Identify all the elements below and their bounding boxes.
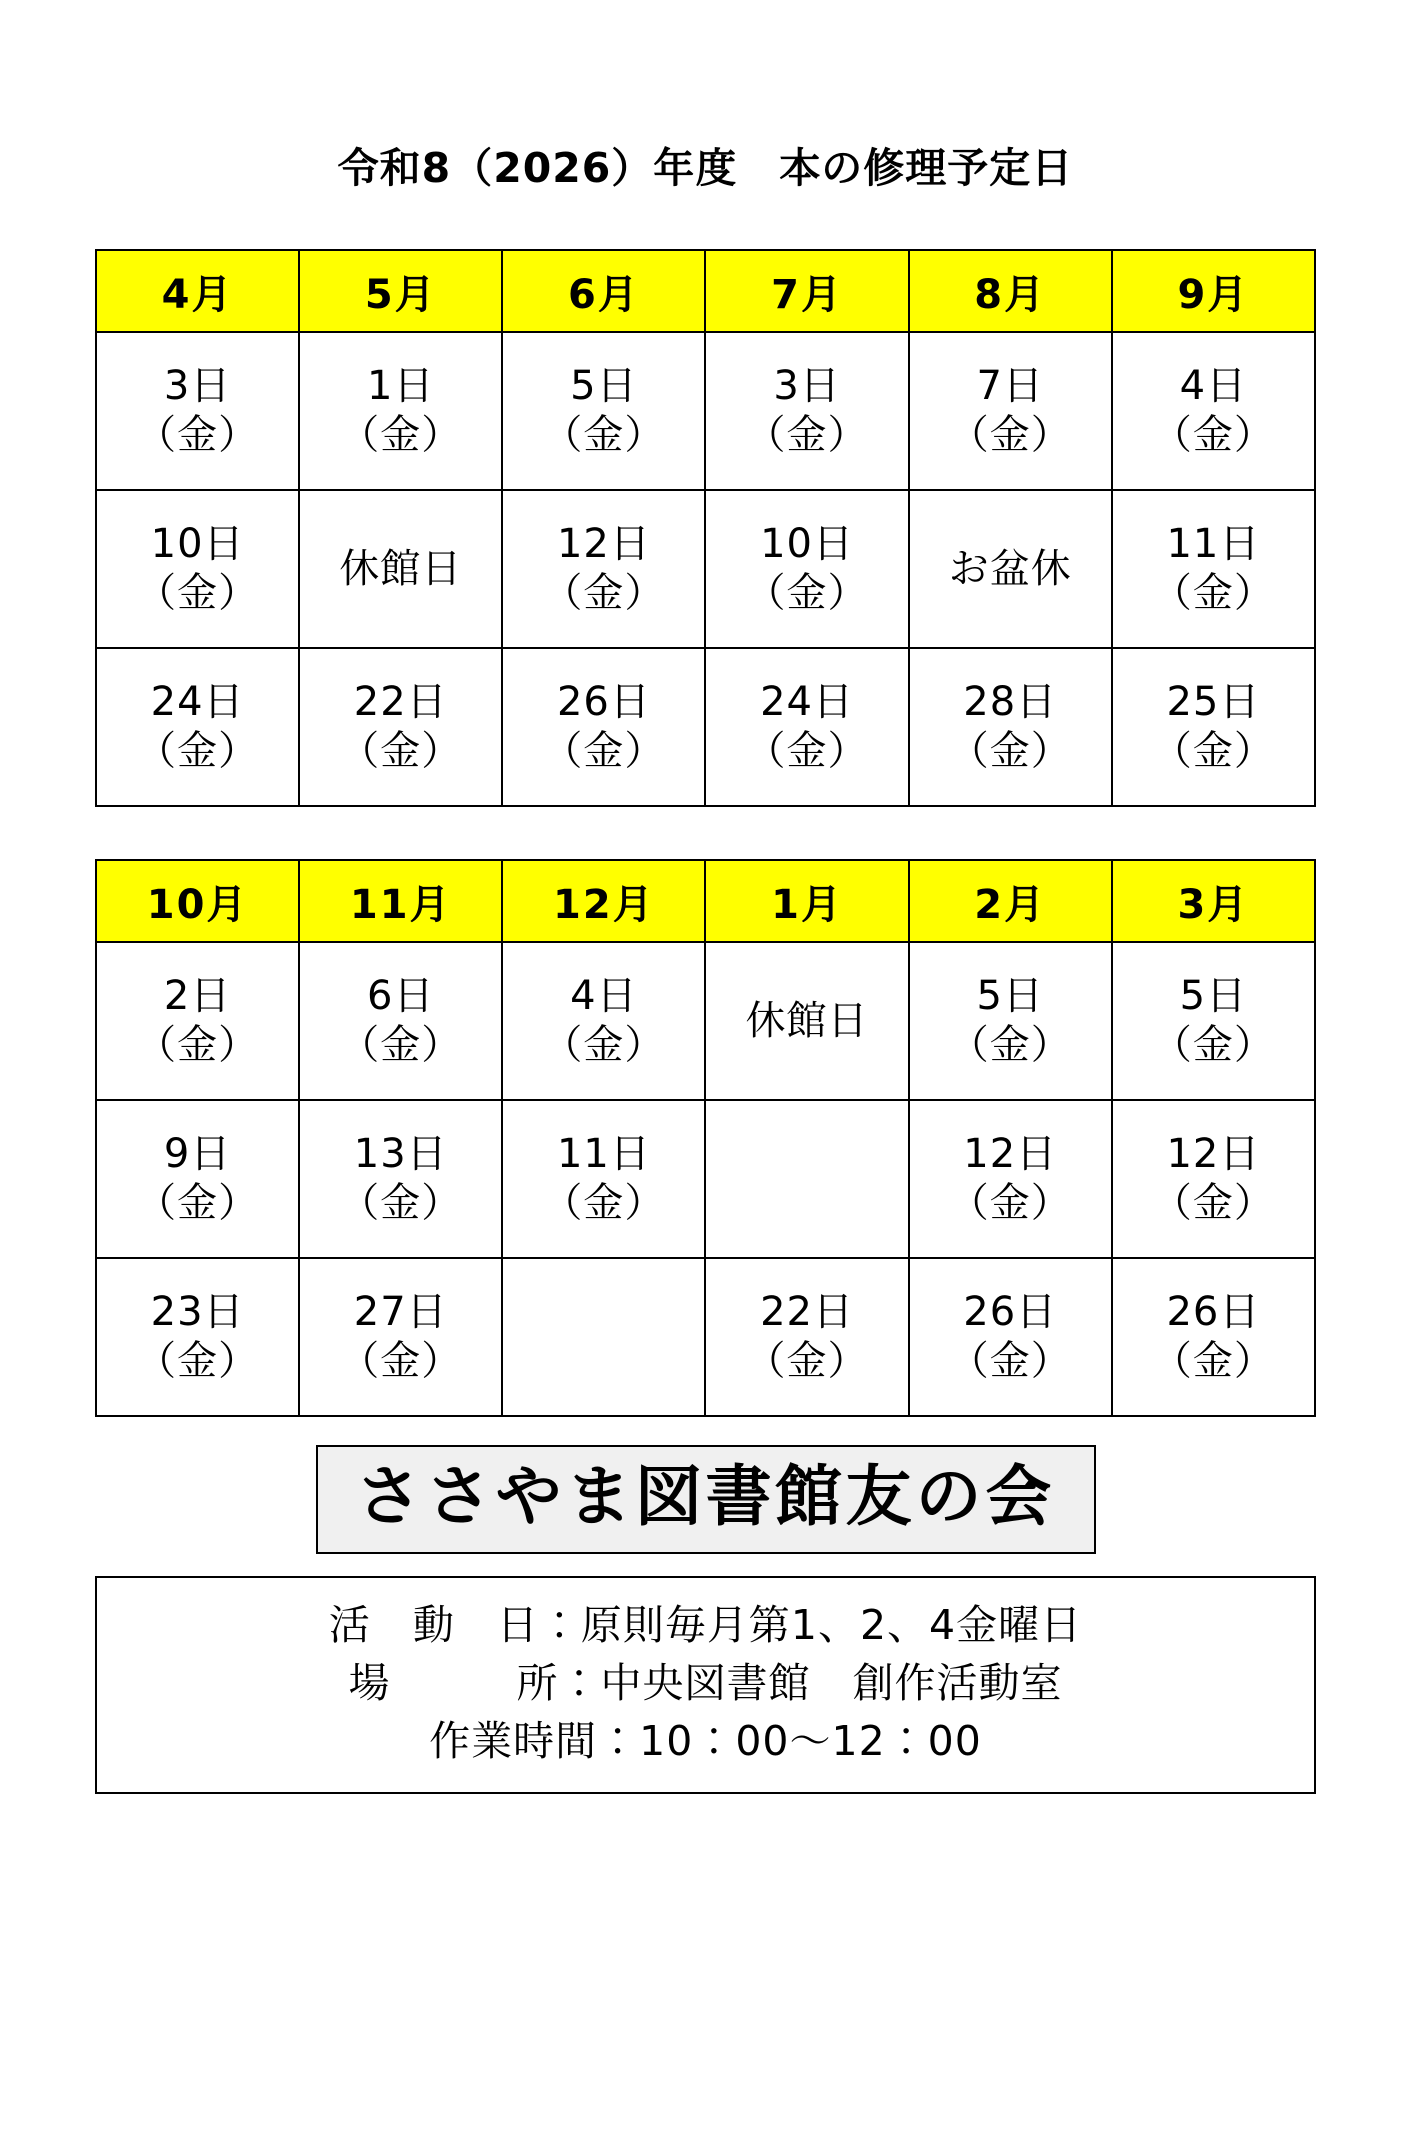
cell-weekday: （金） bbox=[948, 1180, 1072, 1226]
table-row bbox=[96, 648, 1315, 806]
table-row bbox=[96, 490, 1315, 648]
schedule-cell bbox=[909, 332, 1112, 490]
cell-date: 22日 bbox=[760, 1289, 854, 1336]
cell-date: 2日 bbox=[163, 973, 232, 1020]
month-header: 8月 bbox=[909, 250, 1112, 332]
cell-date: 26日 bbox=[1166, 1289, 1261, 1336]
schedule-cell bbox=[909, 1100, 1112, 1258]
cell-date: 9日 bbox=[163, 1131, 232, 1178]
cell-weekday: （金） bbox=[745, 570, 869, 616]
cell-date: 10日 bbox=[150, 521, 245, 568]
schedule-cell bbox=[299, 332, 502, 490]
cell-weekday: （金） bbox=[339, 1338, 463, 1384]
cell-date: 5日 bbox=[976, 973, 1044, 1020]
month-header: 4月 bbox=[96, 250, 299, 332]
schedule-cell bbox=[1112, 490, 1315, 648]
cell-date: 4日 bbox=[570, 973, 638, 1020]
table-row bbox=[96, 942, 1315, 1100]
schedule-cell bbox=[96, 1258, 299, 1416]
cell-date: 11日 bbox=[1166, 521, 1261, 568]
cell-weekday: （金） bbox=[339, 1180, 463, 1226]
cell-weekday: （金） bbox=[1151, 1022, 1275, 1068]
schedule-cell bbox=[705, 648, 908, 806]
schedule-cell bbox=[909, 490, 1112, 648]
cell-weekday: （金） bbox=[542, 1180, 666, 1226]
schedule-cell bbox=[502, 1258, 705, 1416]
cell-weekday: （金） bbox=[136, 1180, 260, 1226]
month-header: 1月 bbox=[705, 860, 908, 942]
club-name-banner: ささやま図書館友の会 bbox=[316, 1445, 1096, 1554]
cell-date: 22日 bbox=[353, 679, 448, 726]
month-header: 12月 bbox=[502, 860, 705, 942]
cell-weekday: （金） bbox=[542, 728, 666, 774]
schedule-table-first-half-wrapper bbox=[95, 249, 1316, 807]
cell-weekday: （金） bbox=[1151, 570, 1275, 616]
cell-date: 23日 bbox=[150, 1289, 245, 1336]
schedule-cell bbox=[705, 1100, 908, 1258]
month-header: 9月 bbox=[1112, 250, 1315, 332]
document-page bbox=[0, 135, 1411, 2135]
table-row bbox=[96, 332, 1315, 490]
schedule-cell bbox=[705, 942, 908, 1100]
schedule-cell bbox=[299, 1100, 502, 1258]
cell-date: 24日 bbox=[150, 679, 245, 726]
cell-date: 10日 bbox=[760, 521, 854, 568]
month-header: 5月 bbox=[299, 250, 502, 332]
cell-date: 25日 bbox=[1166, 679, 1261, 726]
cell-date: 3日 bbox=[163, 363, 232, 410]
cell-weekday: （金） bbox=[136, 1022, 260, 1068]
cell-weekday: （金） bbox=[339, 412, 463, 458]
cell-weekday: （金） bbox=[1151, 412, 1275, 458]
schedule-cell bbox=[705, 332, 908, 490]
month-header: 10月 bbox=[96, 860, 299, 942]
cell-weekday: （金） bbox=[339, 1022, 463, 1068]
schedule-cell bbox=[1112, 1258, 1315, 1416]
cell-date: お盆休 bbox=[948, 545, 1072, 592]
cell-date: 11日 bbox=[556, 1131, 651, 1178]
cell-weekday: （金） bbox=[948, 1338, 1072, 1384]
cell-weekday: （金） bbox=[542, 1022, 666, 1068]
cell-weekday: （金） bbox=[745, 412, 869, 458]
schedule-cell bbox=[502, 490, 705, 648]
schedule-cell bbox=[909, 648, 1112, 806]
cell-weekday: （金） bbox=[136, 412, 260, 458]
schedule-cell bbox=[909, 1258, 1112, 1416]
cell-weekday: （金） bbox=[948, 1022, 1072, 1068]
table-header-row bbox=[96, 860, 1315, 942]
month-header: 2月 bbox=[909, 860, 1112, 942]
schedule-cell bbox=[502, 1100, 705, 1258]
schedule-cell bbox=[502, 332, 705, 490]
schedule-table-second-half-wrapper bbox=[95, 859, 1316, 1417]
cell-date: 12日 bbox=[1166, 1131, 1261, 1178]
schedule-cell bbox=[705, 490, 908, 648]
cell-weekday: （金） bbox=[1151, 1338, 1275, 1384]
schedule-cell bbox=[299, 490, 502, 648]
cell-date: 13日 bbox=[353, 1131, 448, 1178]
schedule-cell bbox=[299, 1258, 502, 1416]
month-header: 7月 bbox=[705, 250, 908, 332]
cell-weekday: （金） bbox=[136, 1338, 260, 1384]
cell-date: 休館日 bbox=[745, 997, 869, 1044]
schedule-cell bbox=[96, 1100, 299, 1258]
cell-date: 27日 bbox=[353, 1289, 448, 1336]
schedule-cell bbox=[96, 332, 299, 490]
cell-date: 6日 bbox=[367, 973, 435, 1020]
schedule-cell bbox=[1112, 1100, 1315, 1258]
cell-date: 7日 bbox=[976, 363, 1044, 410]
cell-weekday: （金） bbox=[542, 412, 666, 458]
schedule-cell bbox=[1112, 648, 1315, 806]
schedule-cell bbox=[502, 942, 705, 1100]
cell-weekday: （金） bbox=[745, 728, 869, 774]
page-title: 令和8（2026）年度 本の修理予定日 bbox=[337, 144, 1074, 192]
schedule-cell bbox=[96, 490, 299, 648]
schedule-table-second-half bbox=[95, 859, 1316, 1417]
schedule-cell bbox=[299, 648, 502, 806]
cell-date: 26日 bbox=[963, 1289, 1058, 1336]
month-header: 11月 bbox=[299, 860, 502, 942]
schedule-cell bbox=[96, 648, 299, 806]
cell-date: 4日 bbox=[1179, 363, 1248, 410]
cell-date: 3日 bbox=[773, 363, 841, 410]
cell-date: 5日 bbox=[570, 363, 638, 410]
cell-date: 1日 bbox=[367, 363, 435, 410]
cell-date: 28日 bbox=[963, 679, 1058, 726]
table-header-row bbox=[96, 250, 1315, 332]
cell-weekday: （金） bbox=[136, 570, 260, 616]
cell-weekday: （金） bbox=[136, 728, 260, 774]
cell-date: 12日 bbox=[556, 521, 651, 568]
month-header: 3月 bbox=[1112, 860, 1315, 942]
cell-weekday: （金） bbox=[1151, 728, 1275, 774]
activity-place-line: 場 所：中央図書館 創作活動室 bbox=[348, 1658, 1063, 1707]
club-name-wrapper bbox=[95, 1445, 1316, 1554]
cell-date: 26日 bbox=[556, 679, 651, 726]
cell-weekday: （金） bbox=[948, 728, 1072, 774]
schedule-cell bbox=[1112, 942, 1315, 1100]
cell-weekday: （金） bbox=[745, 1338, 869, 1384]
schedule-cell bbox=[705, 1258, 908, 1416]
cell-date: 24日 bbox=[760, 679, 854, 726]
schedule-table-first-half bbox=[95, 249, 1316, 807]
cell-weekday: （金） bbox=[948, 412, 1072, 458]
cell-weekday: （金） bbox=[1151, 1180, 1275, 1226]
activity-days-line: 活 動 日：原則毎月第1、2、4金曜日 bbox=[328, 1600, 1083, 1649]
activity-info-box bbox=[95, 1576, 1316, 1795]
schedule-cell bbox=[909, 942, 1112, 1100]
schedule-cell bbox=[502, 648, 705, 806]
table-row bbox=[96, 1100, 1315, 1258]
table-row bbox=[96, 1258, 1315, 1416]
cell-date: 休館日 bbox=[339, 545, 463, 592]
month-header: 6月 bbox=[502, 250, 705, 332]
schedule-cell bbox=[299, 942, 502, 1100]
cell-weekday: （金） bbox=[542, 570, 666, 616]
schedule-cell bbox=[1112, 332, 1315, 490]
cell-weekday: （金） bbox=[339, 728, 463, 774]
schedule-cell bbox=[96, 942, 299, 1100]
cell-date: 12日 bbox=[963, 1131, 1058, 1178]
activity-time-line: 作業時間：10：00～12：00 bbox=[429, 1717, 982, 1766]
cell-date: 5日 bbox=[1179, 973, 1248, 1020]
